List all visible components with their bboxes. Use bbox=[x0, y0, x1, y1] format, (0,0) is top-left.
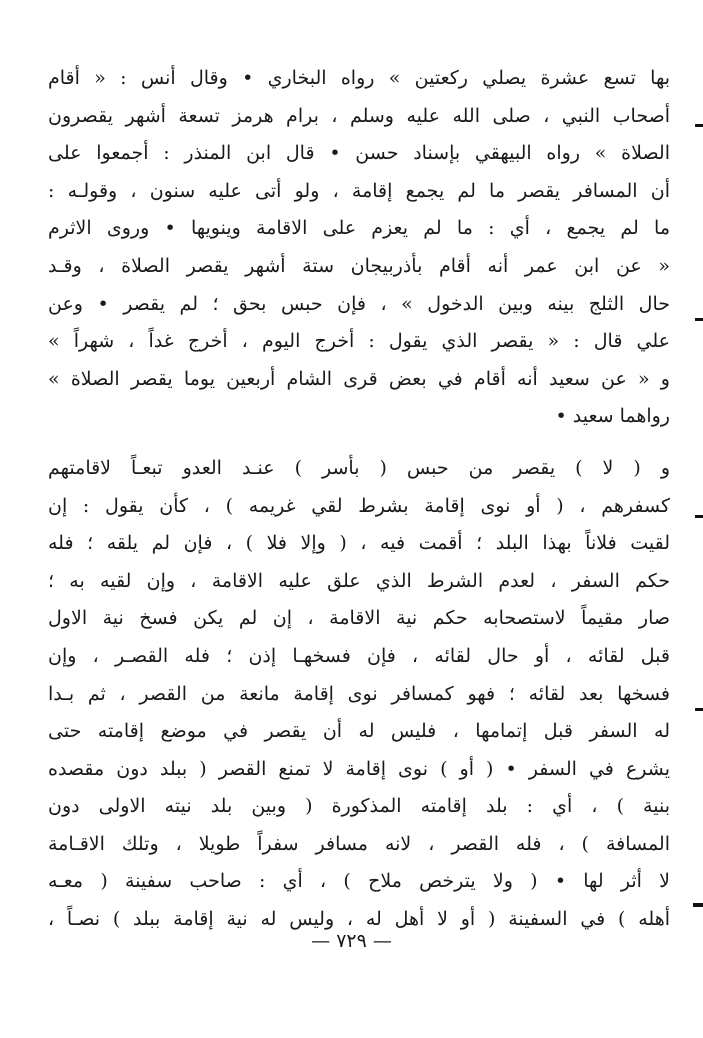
margin-mark bbox=[695, 318, 703, 321]
text-line: ما لم يجمع ، أي : ما لم يعزم على الاقامة وينويها • وروى الاثرم bbox=[48, 217, 670, 240]
text-line: أن المسافر يقصر ما لم يجمع إقامة ، ولو أتى عليه سنون ، وقولـه : bbox=[48, 179, 670, 202]
text-line: بها تسع عشرة يصلي ركعتين » رواه البخاري • وقال أنس : « أقام bbox=[48, 67, 670, 89]
margin-mark bbox=[695, 708, 703, 711]
paragraph-gap bbox=[48, 436, 670, 450]
text-line: يشرع في السفر • ( أو ) نوى إقامة لا تمنع القصر ( ببلد دون مقصده bbox=[48, 757, 670, 780]
margin-mark bbox=[695, 515, 703, 518]
text-line: قبل لقائه ، أو حال لقائه ، فإن فسخهـا إذن ؛ فله القصـر ، وإن bbox=[48, 644, 670, 667]
text-line: الصلاة » رواه البيهقي بإسناد حسن • قال ابن المنذر : أجمعوا على bbox=[48, 142, 670, 165]
text-line: حال الثلج بينه وبين الدخول » ، فإن حبس بحق ؛ لم يقصر • وعن bbox=[48, 292, 670, 315]
text-line: أصحاب النبي ، صلى الله عليه وسلم ، برام هرمز تسعة أشهر يقصرون bbox=[48, 104, 670, 127]
text-line: فسخها بعد لقائه ؛ فهو كمسافر نوى إقامة مانعة من القصر ، ثم بـدا bbox=[48, 682, 670, 705]
page-body bbox=[48, 60, 670, 939]
text-line: بنية ) ، أي : بلد إقامته المذكورة ( وبين بلد نيته الاولى دون bbox=[48, 795, 670, 818]
text-line: أهله ) في السفينة ( أو لا أهل له ، وليس له نية إقامة ببلد ) نصـاً ، bbox=[48, 908, 670, 931]
text-line: و « عن سعيد أنه أقام في بعض قرى الشام أربعين يوما يقصر الصلاة » bbox=[48, 367, 670, 390]
text-line: صار مقيماً لاستصحابه حكم نية الاقامة ، إن لم يكن فسخ نية الاول bbox=[48, 607, 670, 630]
text-line: رواهما سعيد • bbox=[555, 405, 670, 428]
text-line: علي قال : « يقصر الذي يقول : أخرج اليوم ، أخرج غداً ، شهراً » bbox=[48, 330, 670, 353]
text-line: لا أثر لها • ( ولا يترخص ملاح ) ، أي : صاحب سفينة ( معـه bbox=[48, 870, 670, 893]
text-line: كسفرهم ، ( أو نوى إقامة بشرط لقي غريمه ) ، كأن يقول : إن bbox=[48, 494, 670, 517]
text-line: له السفر قبل إتمامها ، فليس له أن يقصر في موضع إقامته حتى bbox=[48, 720, 670, 743]
text-line: « عن ابن عمر أنه أقام بأذربيجان ستة أشهر يقصر الصلاة ، وقـد bbox=[48, 254, 670, 277]
margin-mark bbox=[695, 124, 703, 127]
margin-mark bbox=[693, 903, 703, 907]
text-line: لقيت فلاناً بهذا البلد ؛ أقمت فيه ، ( وإلا فلا ) ، فإن لم يلقه ؛ فله bbox=[48, 532, 670, 555]
text-line: حكم السفر ، لعدم الشرط الذي علق عليه الاقامة ، وإن لقيه به ؛ bbox=[48, 569, 670, 592]
text-line: المسافة ) ، فله القصر ، لانه مسافر سفراً طويلا ، وتلك الاقـامة bbox=[48, 832, 670, 855]
text-line: و ( لا ) يقصر من حبس ( بأسر ) عنـد العدو تبعـاً لاقامتهم bbox=[48, 456, 670, 479]
page-number: — ٧٢٩ — bbox=[311, 930, 392, 952]
paragraph-2 bbox=[48, 450, 670, 939]
paragraph-1 bbox=[48, 60, 670, 436]
